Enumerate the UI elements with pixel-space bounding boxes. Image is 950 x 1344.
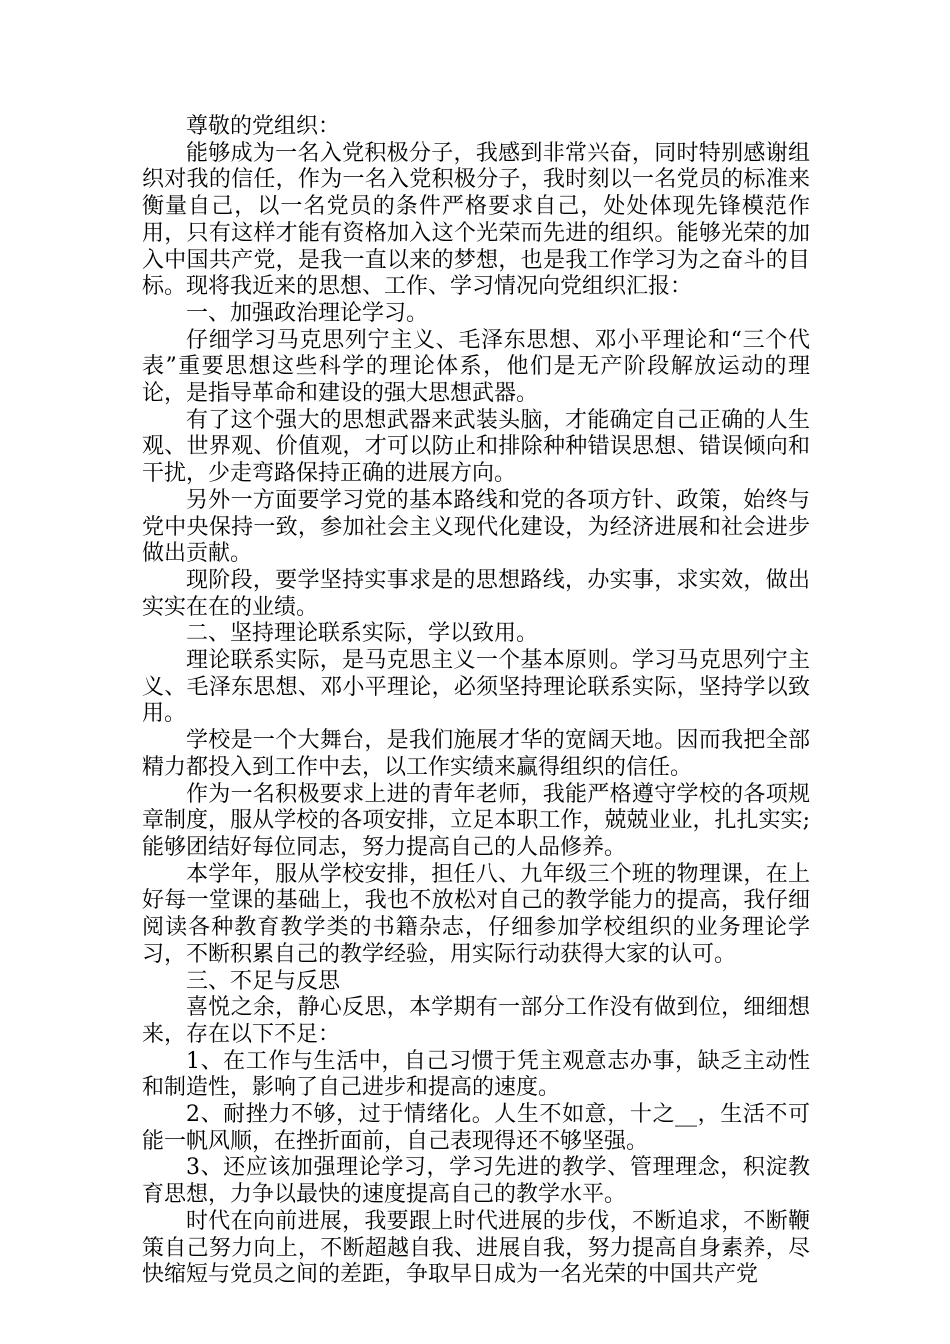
paragraph: 有了这个强大的思想武器来武装头脑，才能确定自己正确的人生观、世界观、价值观，才可以防止和排除种种错误思想、错误倾向和干扰，少走弯路保持正确的进展方向。 [142, 407, 810, 487]
paragraph-closing: 时代在向前进展，我要跟上时代进展的步伐，不断追求，不断鞭策自己努力向上，不断超越自我、进展自我，努力提高自身素养，尽快缩短与党员之间的差距，争取早日成为一名光荣的中国共产党 [142, 1208, 810, 1288]
paragraph: 仔细学习马克思列宁主义、毛泽东思想、邓小平理论和“三个代表”重要思想这些科学的理论体系，他们是无产阶段解放运动的理论，是指导革命和建设的强大思想武器。 [142, 327, 810, 407]
section-heading-3: 三、不足与反思 [186, 968, 341, 994]
paragraph: 理论联系实际，是马克思主义一个基本原则。学习马克思列宁主义、毛泽东思想、邓小平理论，必须坚持理论联系实际，坚持学以致用。 [142, 648, 810, 727]
section-heading-1: 一、加强政治理论学习。 [186, 300, 429, 326]
paragraph-intro: 能够成为一名入党积极分子，我感到非常兴奋，同时特别感谢组织对我的信任，作为一名入党积极分子，我时刻以一名党员的标准来衡量自己，以一名党员的条件严格要求自己，处处体现先锋模范作用，只有这样才能有资格加入这个光荣而先进的组织。能够光荣的加入中国共产党，是我一直以来的梦想，也是我工作学习为之奋斗的目标。现将我近来的思想、工作、学习情况向党组织汇报： [142, 140, 810, 300]
paragraph: 本学年，服从学校安排，担任八、九年级三个班的物理课，在上好每一堂课的基础上，我也不放松对自己的教学能力的提高，我仔细阅读各种教育教学类的书籍杂志，仔细参加学校组织的业务理论学习，不断积累自己的教学经验，用实际行动获得大家的认可。 [142, 861, 810, 967]
paragraph: 另外一方面要学习党的基本路线和党的各项方针、政策，始终与党中央保持一致，参加社会主义现代化建设，为经济进展和社会进步做出贡献。 [142, 487, 810, 567]
salutation: 尊敬的党组织： [186, 114, 341, 139]
paragraph: 现阶段，要学坚持实事求是的思想路线，办实事，求实效，做出实实在在的业绩。 [142, 567, 810, 620]
paragraph: 作为一名积极要求上进的青年老师，我能严格遵守学校的各项规章制度，服从学校的各项安排，立足本职工作，兢兢业业，扎扎实实;能够团结好每位同志，努力提高自己的人品修养。 [142, 781, 810, 860]
list-item-3: 3、还应该加强理论学习，学习先进的教学、管理理念，积淀教育思想，力争以最快的速度提高自己的教学水平。 [142, 1155, 810, 1208]
section-heading-2: 二、坚持理论联系实际，学以致用。 [186, 621, 539, 647]
document-body [142, 114, 810, 1289]
paragraph: 喜悦之余，静心反思，本学期有一部分工作没有做到位，细细想来，存在以下不足： [142, 995, 810, 1047]
paragraph: 学校是一个大舞台，是我们施展才华的宽阔天地。因而我把全部精力都投入到工作中去，以工作实绩来赢得组织的信任。 [142, 728, 810, 780]
list-item-1: 1、在工作与生活中，自己习惯于凭主观意志办事，缺乏主动性和制造性，影响了自己进步和提高的速度。 [142, 1048, 810, 1101]
list-item-2: 2、耐挫力不够，过于情绪化。人生不如意，十之__，生活不可能一帆风顺，在挫折面前，自己表现得还不够坚强。 [142, 1102, 810, 1154]
